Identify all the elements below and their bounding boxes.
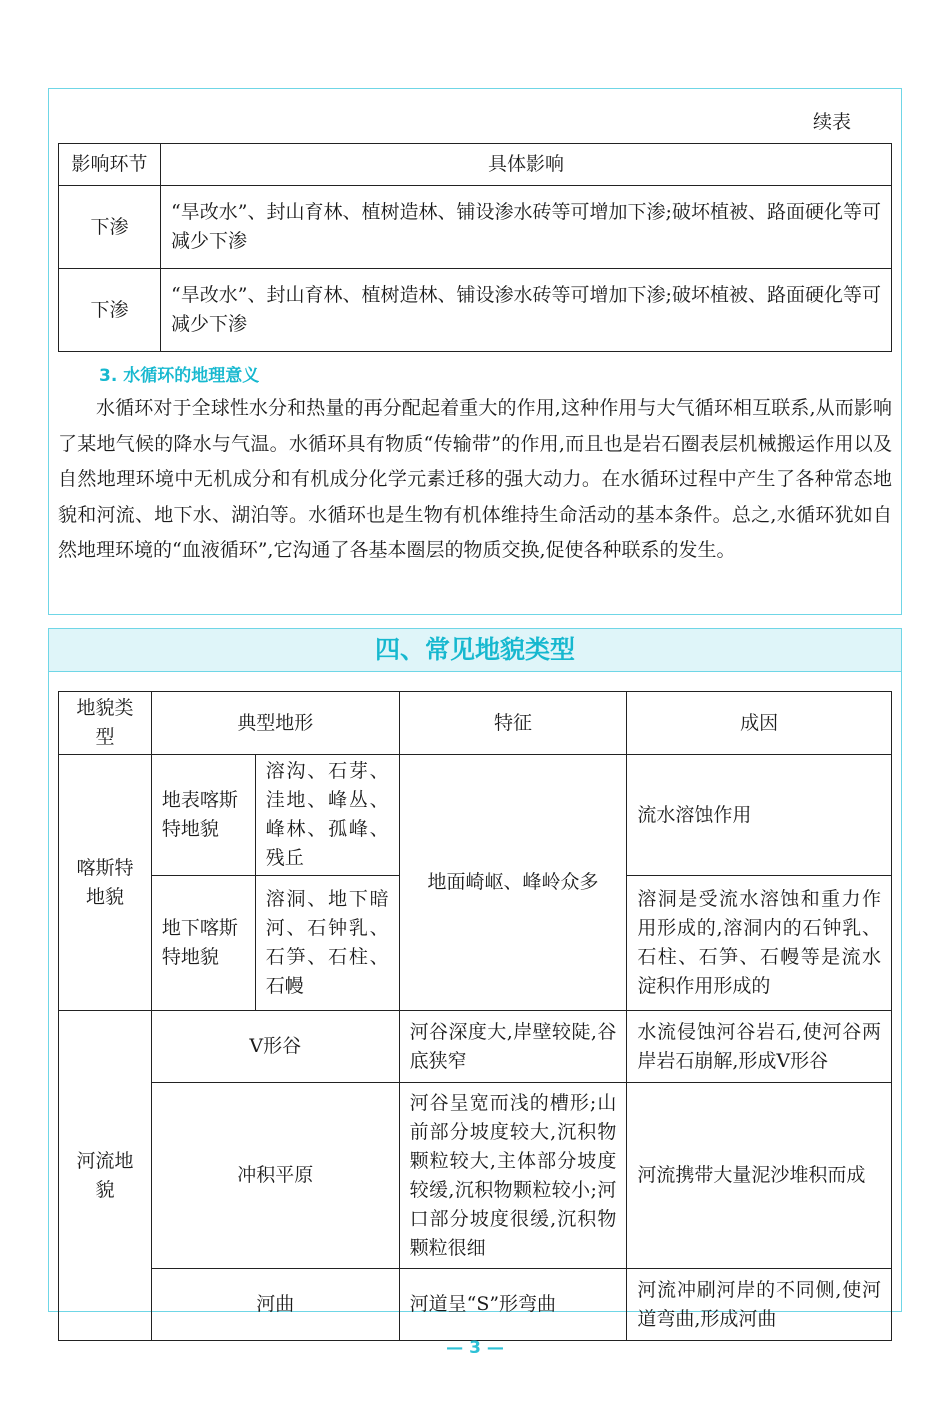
stage-cell: 下渗 (59, 186, 161, 269)
landform-table (58, 691, 892, 1341)
header-feature: 特征 (399, 692, 627, 755)
header-stage: 影响环节 (59, 144, 161, 186)
effect-cell: “旱改水”、封山育林、植树造林、铺设渗水砖等可增加下渗;破坏植被、路面硬化等可减少下渗 (161, 186, 892, 269)
surface-karst-name: 地表喀斯特地貌 (151, 755, 255, 876)
underground-karst-examples: 溶洞、地下暗河、石钟乳、石笋、石柱、石幔 (255, 876, 399, 1011)
header-effect: 具体影响 (161, 144, 892, 186)
effect-cell: “旱改水”、封山育林、植树造林、铺设渗水砖等可增加下渗;破坏植被、路面硬化等可减少下渗 (161, 269, 892, 352)
landform-section-box (48, 628, 902, 1330)
page-number: — 3 — (446, 1338, 504, 1358)
header-cause: 成因 (627, 692, 892, 755)
body-paragraph: 水循环对于全球性水分和热量的再分配起着重大的作用,这种作用与大气循环相互联系,从而影响了某地气候的降水与气温。水循环具有物质“传输带”的作用,而且也是岩石圈表层机械搬运作用以及自然地理环境中无机成分和有机成分化学元素迁移的强大动力。在水循环过程中产生了各种常态地貌和河流、地下水、湖泊等。水循环也是生物有机体维持生命活动的基本条件。总之,水循环犹如自然地理环境的“血液循环”,它沟通了各基本圈层的物质交换,促使各种联系的发生。 (58, 397, 892, 561)
meander-cause: 河流冲刷河岸的不同侧,使河道弯曲,形成河曲 (627, 1269, 892, 1341)
surface-karst-cause: 流水溶蚀作用 (627, 755, 892, 876)
v-valley-name: V形谷 (151, 1011, 399, 1083)
v-valley-feature: 河谷深度大,岸壁较陡,谷底狭窄 (399, 1011, 627, 1083)
header-typical-terrain: 典型地形 (151, 692, 399, 755)
meander-feature: 河道呈“S”形弯曲 (399, 1269, 627, 1341)
underground-karst-cause: 溶洞是受流水溶蚀和重力作用形成的,溶洞内的石钟乳、石柱、石笋、石幔等是流水淀积作用形成的 (627, 876, 892, 1011)
surface-karst-examples: 溶沟、石芽、洼地、峰丛、峰林、孤峰、残丘 (255, 755, 399, 876)
alluvial-plain-name: 冲积平原 (151, 1083, 399, 1269)
meander-name: 河曲 (151, 1269, 399, 1341)
continued-label: 续表 (812, 111, 851, 133)
influence-table (58, 143, 892, 352)
v-valley-cause: 水流侵蚀河谷岩石,使河谷两岸岩石崩解,形成V形谷 (627, 1011, 892, 1083)
section-heading: 3. 水循环的地理意义 (99, 366, 260, 386)
water-cycle-section-box (48, 88, 902, 615)
table-row (59, 1269, 892, 1341)
karst-type-cell: 喀斯特地貌 (59, 755, 152, 1011)
table-row (59, 269, 892, 352)
alluvial-plain-feature: 河谷呈宽而浅的槽形;山前部分坡度较大,沉积物颗粒较大,主体部分坡度较缓,沉积物颗粒较小;河口部分坡度很缓,沉积物颗粒很细 (399, 1083, 627, 1269)
alluvial-plain-cause: 河流携带大量泥沙堆积而成 (627, 1083, 892, 1269)
section-title-banner: 四、常见地貌类型 (49, 629, 901, 672)
table-row (59, 1083, 892, 1269)
underground-karst-name: 地下喀斯特地貌 (151, 876, 255, 1011)
stage-cell: 下渗 (59, 269, 161, 352)
table-row (59, 1011, 892, 1083)
table-row (59, 186, 892, 269)
river-type-cell: 河流地貌 (59, 1011, 152, 1341)
karst-feature-cell: 地面崎岖、峰岭众多 (399, 755, 627, 1011)
header-landform-type: 地貌类型 (59, 692, 152, 755)
table-row (59, 755, 892, 876)
